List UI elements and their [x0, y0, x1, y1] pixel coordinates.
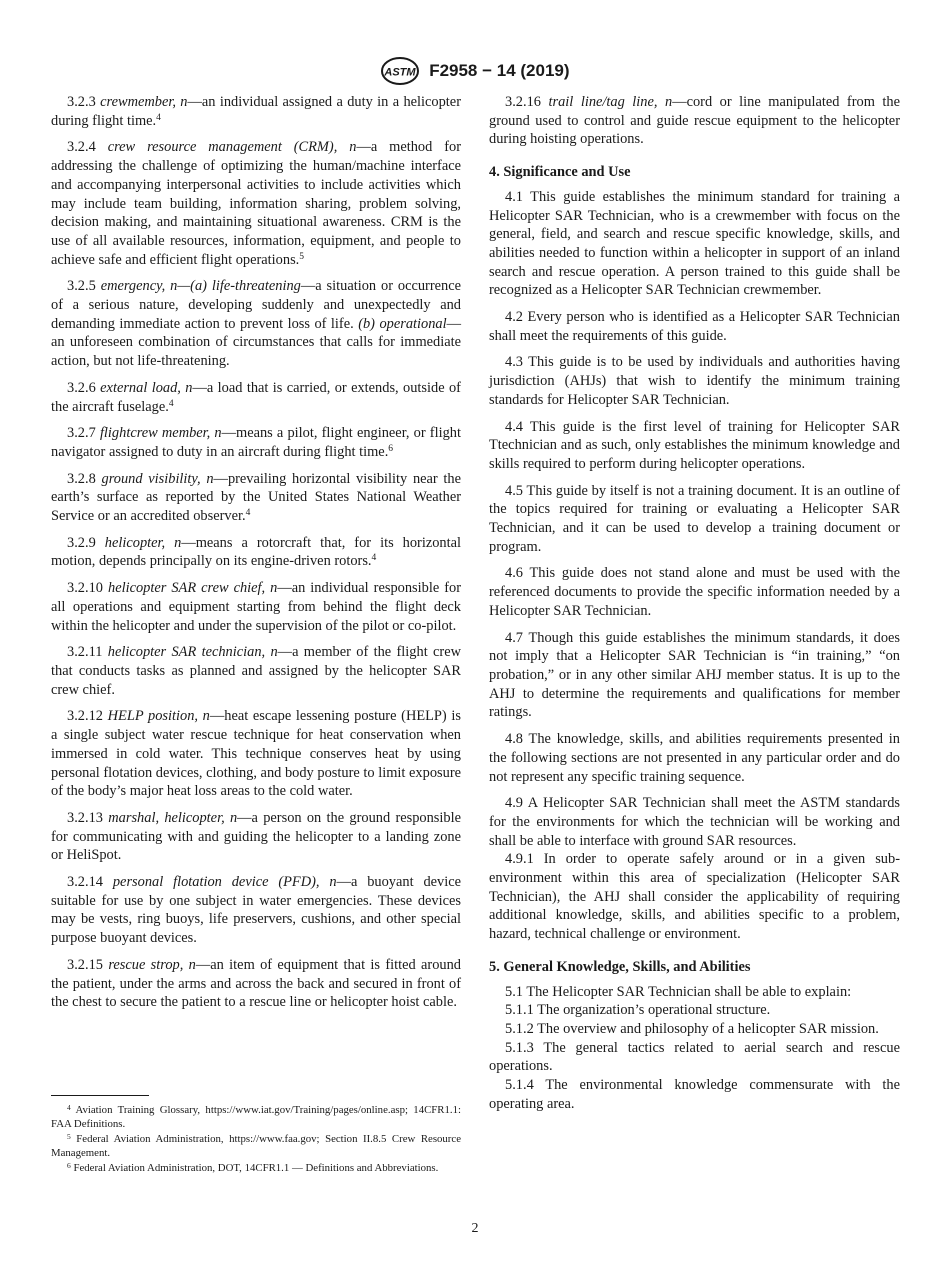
section-5-heading: 5. General Knowledge, Skills, and Abilities [489, 958, 751, 975]
paragraph-4-5: 4.5 This guide by itself is not a training document. It is an outline of the topics required for training or evaluating a Helicopter SAR Technician, and it can be used to develop a training document or program. [489, 482, 900, 555]
paragraph-4-1: 4.1 This guide establishes the minimum standard for training a Helicopter SAR Technician, who is a crewmember with focus on the general, field, and search and rescue specific knowledge, skills, and abilities needed to function within a helicopter in support of an inland search and rescue operation. A person trained to this guide shall be recognized as a Helicopter SAR Technician crewmember. [489, 188, 900, 299]
footnote-ref: 4 [245, 508, 251, 519]
document-designation: F2958 − 14 (2019) [429, 61, 570, 80]
definition-3-2-7: 3.2.7 flightcrew member, n—means a pilot, flight engineer, or flight navigator assigned to duty in an aircraft during flight time.$^6$ [51, 425, 461, 460]
definition-3-2-3: 3.2.3 crewmember, n—an individual assigned a duty in a helicopter during flight time.$^4$ [51, 94, 461, 129]
paragraph-5-1-2: 5.1.2 The overview and philosophy of a helicopter SAR mission. [505, 1020, 879, 1037]
paragraph-4-6: 4.6 This guide does not stand alone and must be used with the referenced documents to provide the specific information needed by a Helicopter SAR Technician. [489, 565, 900, 619]
definition-3-2-5: 3.2.5 emergency, n—(a) life-threatening—a situation or occurrence of a serious nature, developing suddenly and unexpectedly and demanding immediate action to prevent loss of life. (b) operational—an unforeseen combination of circumstances that calls for immediate action, but not life-threatening. [51, 278, 461, 370]
footnote-ref: 4 [168, 398, 174, 409]
footnote-ref: 4 [156, 112, 161, 123]
definition-3-2-10: 3.2.10 helicopter SAR crew chief, n—an individual responsible for all operations and equipment starting from behind the flight deck within the helicopter and under the supervision of the pilot or co-pilot. [51, 580, 461, 634]
page-header [0, 56, 950, 86]
definition-3-2-16: 3.2.16 trail line/tag line, n—cord or line manipulated from the ground used to control and guide rescue equipment to the helicopter during hoisting operations. [489, 94, 901, 148]
paragraph-4-9-1: 4.9.1 In order to operate safely around or in a given sub-environment within this area of specialization (Helicopter SAR Technician), the AHJ shall consider the applicability of requiring additional knowledge, skills, and abilities specific to a problem, hazard, technical challenge or environment. [489, 851, 900, 943]
definition-3-2-11: 3.2.11 helicopter SAR technician, n—a member of the flight crew that conducts tasks as planned and assigned by the helicopter SAR crew chief. [51, 644, 461, 698]
footnote-ref: 5 [299, 251, 305, 262]
footnote-4: $^4$ Aviation Training Glossary, https://www.iat.gov/Training/pages/online.asp; 14CFR1.1: FAA Definitions. [51, 1103, 461, 1130]
section-4-heading: 4. Significance and Use [489, 164, 631, 181]
definition-3-2-12: 3.2.12 HELP position, n—heat escape lessening posture (HELP) is a single subject water rescue technique for heat conservation when immersed in cold water. This technique conserves heat by using personal flotation devices, clothing, and body posture to limit exposure of the body’s major heat loss areas to the cold water. [51, 708, 461, 800]
definition-3-2-15: 3.2.15 rescue strop, n—an item of equipment that is fitted around the patient, under the arms and across the back and secured in front of the chest to secure the patient to a rescue line or helicopter hoist cable. [51, 956, 461, 1011]
right-column [489, 93, 900, 1113]
paragraph-4-7: 4.7 Though this guide establishes the minimum standards, it does not imply that a Helicopter SAR Technician is “in training,” “on probation,” or in any other similar AHJ member status. It is up to the AHJ to determine the requirements and qualifications for member ratings. [489, 629, 900, 721]
definition-3-2-14: 3.2.14 personal flotation device (PFD), n—a buoyant device suitable for use by one subject in water emergencies. These devices may be vests, ring buoys, life preservers, cushions, and other special purpose buoyant devices. [51, 874, 462, 947]
footnote-divider [51, 1095, 149, 1096]
footnotes [51, 1104, 461, 1178]
definition-3-2-9: 3.2.9 helicopter, n—means a rotorcraft that, for its horizontal motion, depends principally on its engine-driven rotors.$^4$ [51, 534, 461, 570]
paragraph-4-4: 4.4 This guide is the first level of training for Helicopter SAR Ttechnician and as such, only establishes the minimum knowledge and skills required to perform during helicopter operations. [489, 418, 900, 472]
definition-3-2-6: 3.2.6 external load, n—a load that is carried, or extends, outside of the aircraft fuselage.$^4$ [51, 379, 461, 415]
paragraph-5-1-1: 5.1.1 The organization’s operational structure. [505, 1002, 771, 1019]
left-column [51, 93, 461, 1020]
definition-3-2-8: 3.2.8 ground visibility, n—prevailing horizontal visibility near the earth’s surface as reported by the United States National Weather Service or an accredited observer.$^4$ [51, 470, 462, 525]
paragraph-4-2: 4.2 Every person who is identified as a Helicopter SAR Technician shall meet the requirements of this guide. [489, 309, 900, 344]
paragraph-5-1: 5.1 The Helicopter SAR Technician shall be able to explain: [505, 983, 852, 1000]
paragraph-5-1-3: 5.1.3 The general tactics related to aerial search and rescue operations. [489, 1039, 900, 1075]
definition-3-2-4: 3.2.4 crew resource management (CRM), n—a method for addressing the challenge of optimizing the human/machine interface and accompanying interpersonal activities to include activities which may include team building, information sharing, problem solving, decision making, and maintaining situational awareness. CRM is the use of all available resources, information, equipment, and people to achieve safe and efficient flight operations.$^5$ [51, 139, 462, 268]
paragraph-5-1-4: 5.1.4 The environmental knowledge commensurate with the operating area. [489, 1077, 900, 1112]
footnote-6: $^6$ Federal Aviation Administration, DOT, 14CFR1.1 — Definitions and Abbreviations. [67, 1161, 439, 1174]
footnote-ref: 6 [388, 443, 394, 454]
astm-logo-icon [380, 56, 420, 86]
paragraph-4-9: 4.9 A Helicopter SAR Technician shall meet the ASTM standards for the environments for which the technician will be working and shall be able to interface with ground SAR resources. [489, 795, 900, 849]
logo-text: ASTM [384, 66, 417, 79]
footnote-ref: 4 [371, 553, 377, 564]
definition-3-2-13: 3.2.13 marshal, helicopter, n—a person on the ground responsible for communicating with and guiding the helicopter to a landing zone or HeliSpot. [51, 809, 461, 864]
paragraph-4-3: 4.3 This guide is to be used by individuals and authorities having jurisdiction (AHJs) that wish to identify the minimum training standards for Helicopter SAR Technician. [489, 354, 900, 408]
paragraph-4-8: 4.8 The knowledge, skills, and abilities requirements presented in the following sections are not presented in any particular order and do not represent any specific training sequence. [489, 731, 900, 785]
page-number: 2 [471, 1221, 479, 1236]
footnote-5: $^5$ Federal Aviation Administration, https://www.faa.gov; Section II.8.5 Crew Resource Management. [51, 1132, 461, 1159]
